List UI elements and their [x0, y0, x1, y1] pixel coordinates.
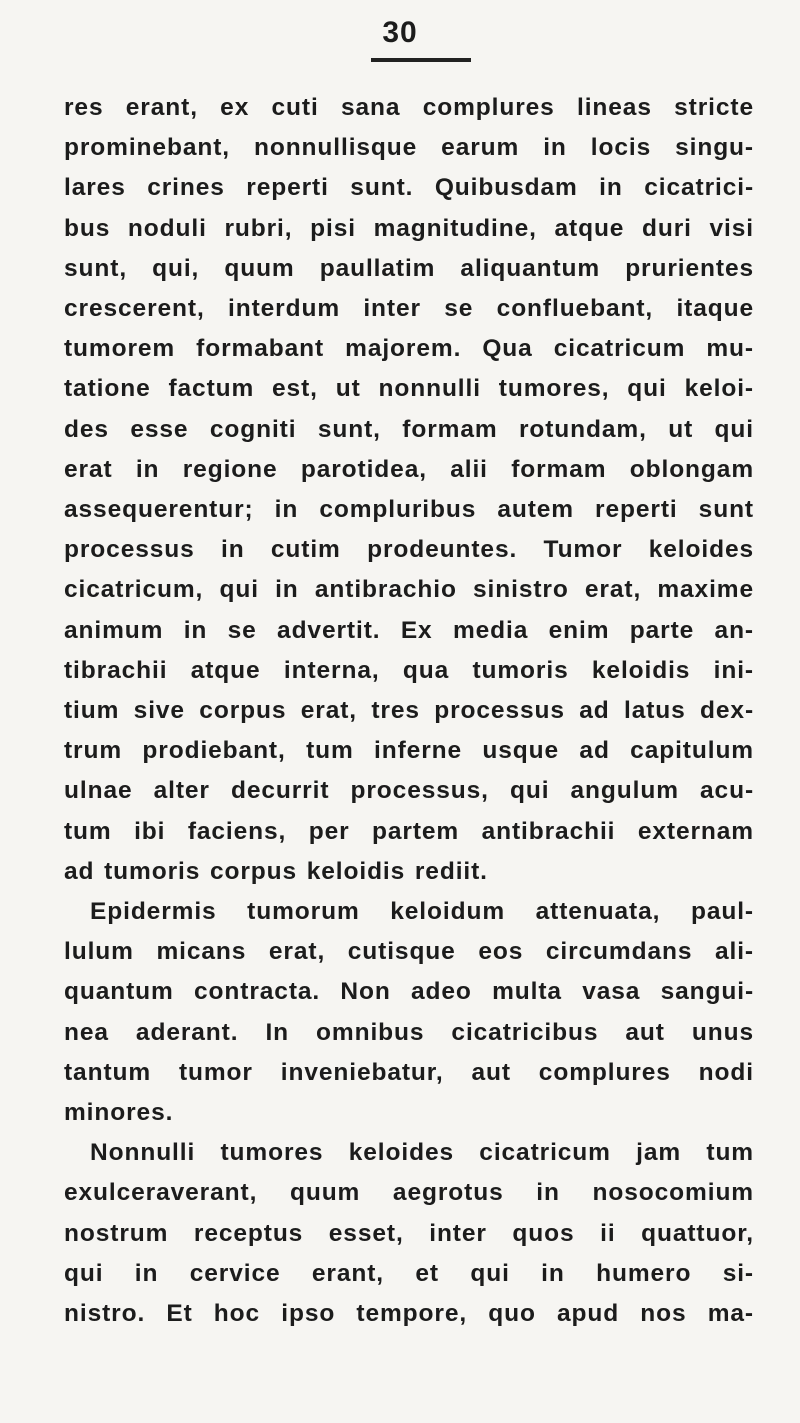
text-line: erat in regione parotidea, alii formam oblongam — [64, 455, 754, 483]
text-line: processus in cutim prodeuntes. Tumor keloides — [64, 536, 754, 564]
paragraph-3 — [64, 1133, 754, 1334]
text-line: crescerent, interdum inter se confluebant, itaque — [64, 295, 754, 323]
text-line: prominebant, nonnullisque earum in locis singu- — [64, 134, 754, 162]
text-line: cicatricum, qui in antibrachio sinistro erat, maxime — [64, 576, 754, 604]
header-rule — [371, 58, 471, 62]
text-line: tatione factum est, ut nonnulli tumores, qui keloi- — [64, 375, 754, 403]
text-line: nea aderant. In omnibus cicatricibus aut unus — [64, 1018, 754, 1046]
text-line: Epidermis tumorum keloidum attenuata, paul- — [90, 898, 754, 926]
text-line: tantum tumor inveniebatur, aut complures nodi — [64, 1058, 754, 1086]
text-line: sunt, qui, quum paullatim aliquantum prurientes — [64, 254, 754, 282]
text-line: lares crines reperti sunt. Quibusdam in cicatrici- — [64, 174, 754, 202]
text-line: animum in se advertit. Ex media enim parte an- — [64, 616, 754, 644]
text-line: qui in cervice erant, et qui in humero si- — [64, 1259, 754, 1287]
text-line: assequerentur; in compluribus autem reperti sunt — [64, 496, 754, 524]
text-line: tibrachii atque interna, qua tumoris keloidis ini- — [64, 656, 754, 684]
text-line: tumorem formabant majorem. Qua cicatricum mu- — [64, 335, 754, 363]
page-number: 30 — [382, 16, 418, 49]
text-line: res erant, ex cuti sana complures lineas stricte — [64, 94, 754, 121]
text-line: minores. — [64, 1099, 174, 1127]
text-line: bus noduli rubri, pisi magnitudine, atque duri visi — [64, 214, 754, 242]
text-line: quantum contracta. Non adeo multa vasa sangui- — [64, 978, 754, 1006]
paragraph-1 — [64, 88, 754, 892]
text-line: trum prodiebant, tum inferne usque ad capitulum — [64, 737, 754, 765]
text-line: nistro. Et hoc ipso tempore, quo apud nos ma- — [64, 1300, 754, 1328]
text-line: nostrum receptus esset, inter quos ii quattuor, — [64, 1219, 754, 1247]
text-line: Nonnulli tumores keloides cicatricum jam tum — [90, 1139, 754, 1167]
text-line: exulceraverant, quum aegrotus in nosocomium — [64, 1179, 754, 1207]
body-text — [64, 88, 754, 1334]
text-line: ad tumoris corpus keloidis rediit. — [64, 857, 488, 885]
text-line: des esse cogniti sunt, formam rotundam, ut qui — [64, 415, 754, 443]
paragraph-2 — [64, 892, 754, 1133]
text-line: tium sive corpus erat, tres processus ad latus dex- — [64, 697, 754, 725]
text-line: lulum micans erat, cutisque eos circumdans ali- — [64, 938, 754, 966]
text-line: ulnae alter decurrit processus, qui angulum acu- — [64, 777, 754, 805]
text-line: tum ibi faciens, per partem antibrachii externam — [64, 817, 754, 845]
